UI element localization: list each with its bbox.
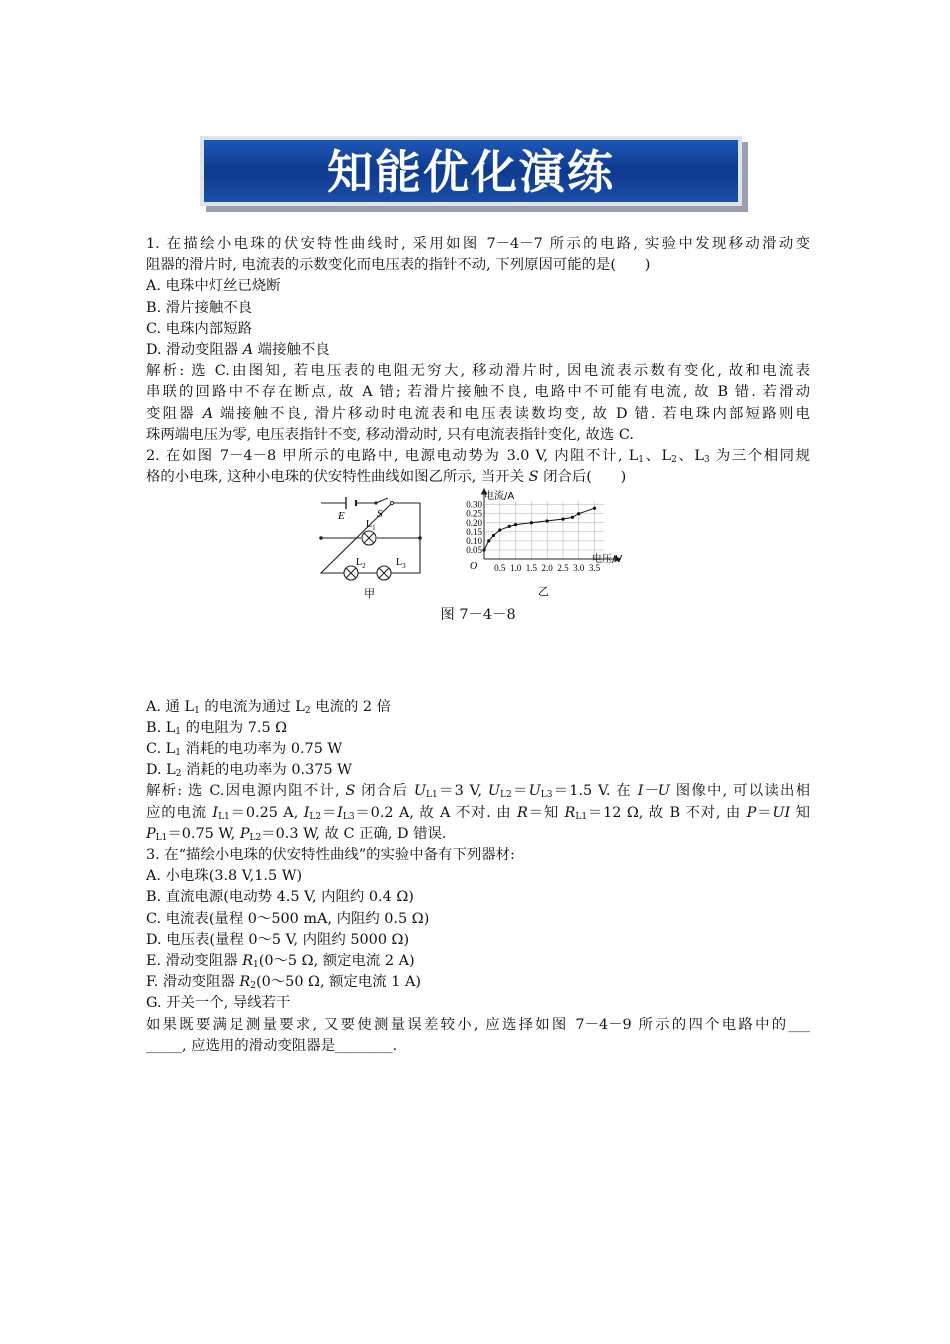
iv-curve-chart — [450, 487, 640, 601]
x-tick-label: 3.5 — [588, 563, 601, 574]
caption-yi: 乙 — [538, 585, 549, 599]
q1-option-b: B. 滑片接触不良 — [146, 299, 253, 316]
y-tick-label: 0.25 — [466, 509, 482, 520]
q3-option-a: A. 小电珠(3.8 V,1.5 W) — [146, 868, 303, 885]
q3-stem: 3. 在“描绘小电珠的伏安特性曲线”的实验中备有下列器材: — [146, 847, 515, 864]
q1-option-a: A. 电珠中灯丝已烧断 — [146, 278, 281, 295]
data-point — [546, 520, 549, 523]
q3-option-c: C. 电流表(量程 0～500 mA, 内阻约 0.5 Ω) — [146, 910, 430, 927]
caption-jia: 甲 — [364, 587, 375, 601]
figure-7-4-8 — [146, 491, 810, 601]
lamp-l2-icon — [344, 566, 358, 580]
q2-analysis-line-2: 应的电流 $I_{L1}=0.25$ A, $I_{L2}=I_{L3}=0.2$ A, 故 A 不对. 由 R＝知 $R_{L1}=12$ Ω, 故 B 不对, 由 P＝UI 知 — [146, 804, 810, 822]
y-tick-label: 0.10 — [466, 536, 482, 547]
q1-stem-line-1: 1. 在描绘小电珠的伏安特性曲线时, 采用如图 7－4－7 所示的电路, 实验中发现移动滑动变 — [146, 236, 810, 252]
data-point — [492, 534, 495, 537]
y-tick-label: 0.15 — [466, 527, 482, 538]
q3-option-g: G. 开关一个, 导线若干 — [146, 995, 291, 1012]
y-tick-label: 0.30 — [466, 500, 482, 511]
label-e: E — [338, 510, 345, 523]
q2-stem-line-1: 2. 在如图 7－4－8 甲所示的电路中, 电源电动势为 3.0 V, 内阻不计, $L_1$、$L_2$、$L_3$ 为三个相同规 — [146, 448, 811, 466]
q1-analysis-line-2: 串联的回路中不存在断点, 故 A 错; 若滑片接触不良, 电路中不可能有电流, 故 B 错. 若滑动 — [146, 384, 810, 401]
label-l3: $L_3$ — [396, 557, 406, 571]
q3-option-d: D. 电压表(量程 0～5 V, 内阻约 5000 Ω) — [146, 931, 410, 948]
data-point — [487, 540, 490, 543]
q2-option-c: C. $L_1$ 消耗的电功率为 0.75 W — [146, 741, 343, 759]
data-point — [482, 549, 485, 552]
circuit-diagram — [316, 491, 436, 601]
data-point — [593, 507, 596, 510]
lamp-l1-icon — [362, 531, 376, 545]
q3-option-f: F. 滑动变阻器 $R_2(0\sim 50$ Ω, 额定电流 1 A) — [146, 974, 422, 992]
q1-analysis-line-4: 珠两端电压为零, 电压表指针不变, 移动滑动时, 只有电流表指针变化, 故选 C. — [146, 426, 634, 443]
label-l2: $L_2$ — [356, 557, 366, 571]
data-point — [498, 529, 501, 532]
q3-ask-line-1: 如果既要满足测量要求, 又要使测量误差较小, 应选择如图 7－4－9 所示的四个电路中的___ — [146, 1016, 810, 1033]
x-axis-label: 电压/V — [592, 554, 623, 566]
q1-option-d: D. 滑动变阻器 A 端接触不良 — [146, 342, 330, 359]
q1-stem-line-2: 阻器的滑片时, 电流表的示数变化而电压表的指针不动, 下列原因可能的是( ) — [146, 257, 651, 274]
y-tick-label: 0.05 — [466, 545, 482, 556]
lamp-l3-icon — [377, 566, 391, 580]
x-tick-label: 0.5 — [494, 563, 506, 574]
y-axis-label: 电流/A — [484, 491, 515, 503]
data-point — [571, 516, 574, 519]
q3-option-e: E. 滑动变阻器 $R_1(0\sim 5$ Ω, 额定电流 2 A) — [146, 953, 415, 971]
q1-analysis-line-1: 解析: 选 C.由图知, 若电压表的电阻无穷大, 移动滑片时, 因电流表示数有变化, 故和电流表 — [146, 363, 810, 380]
q2-option-a: A. 通 $L_1$ 的电流为通过 $L_2$ 电流的 2 倍 — [146, 698, 392, 716]
data-point — [508, 525, 511, 528]
data-point — [514, 523, 517, 526]
banner-title: 知能优化演练 — [327, 145, 615, 199]
x-tick-label: 2.0 — [541, 563, 553, 574]
x-tick-label: 1.5 — [525, 563, 537, 574]
y-tick-label: 0.20 — [466, 518, 482, 529]
q2-stem-line-2: 格的小电珠, 这种小电珠的伏安特性曲线如图乙所示, 当开关 S 闭合后( ) — [146, 469, 627, 486]
q2-option-b: B. $L_1$ 的电阻为 7.5 Ω — [146, 719, 288, 737]
data-point — [577, 513, 580, 516]
x-tick-label: 3.0 — [573, 563, 585, 574]
q2-analysis-line-1: 解析: 选 C.因电源内阻不计, S 闭合后 $U_{L1}=3$ V, $U_{L2}=U_{L3}=1.5$ V. 在 I－U 图像中, 可以读出相 — [146, 783, 810, 801]
section-banner — [200, 136, 748, 212]
origin-label: O — [470, 561, 478, 573]
q3-ask-line-2: _____, 应选用的滑动变阻器是________. — [146, 1037, 398, 1054]
q2-option-d: D. $L_2$ 消耗的电功率为 0.375 W — [146, 762, 352, 780]
q1-option-c: C. 电珠内部短路 — [146, 320, 252, 337]
q2-analysis-line-3: $P_{L1}=0.75$ W, $P_{L2}=0.3$ W, 故 C 正确, D 错误. — [146, 825, 447, 843]
label-l1: $L_1$ — [366, 519, 376, 533]
x-tick-label: 1.0 — [509, 563, 522, 574]
data-point — [530, 522, 533, 525]
data-point — [561, 518, 564, 521]
q3-option-b: B. 直流电源(电动势 4.5 V, 内阻约 0.4 Ω) — [146, 889, 414, 906]
q1-analysis-line-3: 变阻器 A 端接触不良, 滑片移动时电流表和电压表读数均变, 故 D 错. 若电珠内部短路则电 — [146, 405, 811, 422]
figure-caption: 图 7－4－8 — [440, 607, 516, 624]
label-s: S — [377, 508, 383, 521]
x-tick-label: 2.5 — [557, 563, 569, 574]
